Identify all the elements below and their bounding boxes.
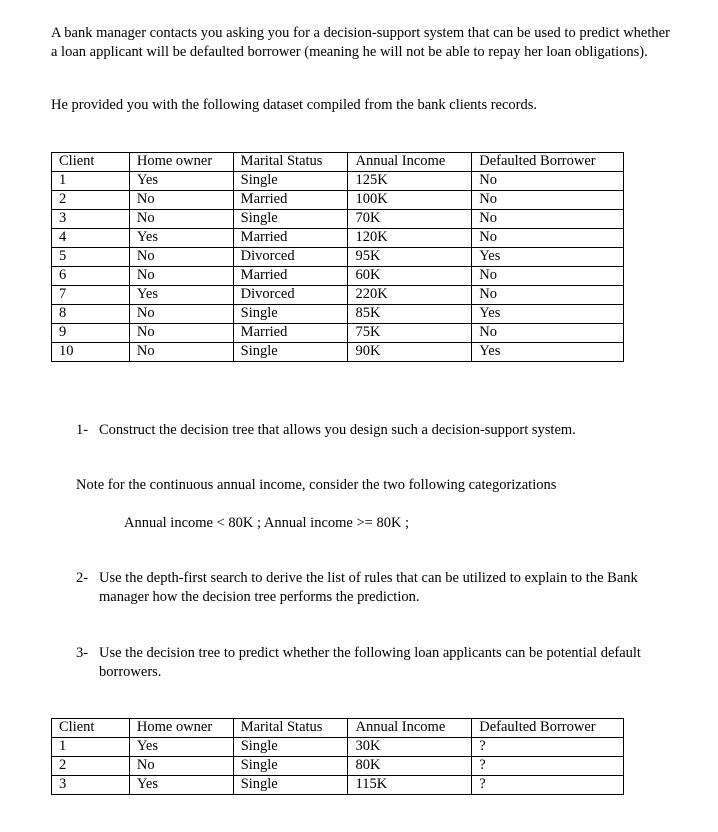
cell-marital-status: Single xyxy=(233,776,348,795)
cell-client: 8 xyxy=(52,305,130,324)
table-row xyxy=(52,738,624,757)
cell-marital-status: Single xyxy=(233,738,348,757)
question-2 xyxy=(76,569,676,607)
cell-annual-income: 120K xyxy=(348,229,472,248)
provided-paragraph: He provided you with the following dataset compiled from the bank clients records. xyxy=(51,97,538,113)
cell-marital-status: Married xyxy=(233,324,348,343)
cell-marital-status: Single xyxy=(233,343,348,362)
cell-home-owner: Yes xyxy=(129,286,233,305)
cell-defaulted-borrower: Yes xyxy=(472,305,624,324)
cell-client: 1 xyxy=(52,738,130,757)
cell-defaulted-borrower: ? xyxy=(472,757,624,776)
cell-client: 7 xyxy=(52,286,130,305)
cell-marital-status: Married xyxy=(233,267,348,286)
cell-client: 4 xyxy=(52,229,130,248)
header-annual-income: Annual Income xyxy=(348,153,472,172)
cell-annual-income: 30K xyxy=(348,738,472,757)
cell-defaulted-borrower: Yes xyxy=(472,343,624,362)
header-client: Client xyxy=(52,719,130,738)
cell-client: 9 xyxy=(52,324,130,343)
table-row xyxy=(52,267,624,286)
cell-marital-status: Single xyxy=(233,305,348,324)
header-marital-status: Marital Status xyxy=(233,153,348,172)
cell-marital-status: Divorced xyxy=(233,286,348,305)
cell-home-owner: Yes xyxy=(129,738,233,757)
cell-defaulted-borrower: No xyxy=(472,172,624,191)
cell-home-owner: No xyxy=(129,757,233,776)
cell-marital-status: Divorced xyxy=(233,248,348,267)
cell-annual-income: 125K xyxy=(348,172,472,191)
cell-marital-status: Single xyxy=(233,210,348,229)
cell-defaulted-borrower: ? xyxy=(472,738,624,757)
cell-home-owner: Yes xyxy=(129,229,233,248)
table-header-row xyxy=(52,719,624,738)
cell-home-owner: Yes xyxy=(129,172,233,191)
cell-annual-income: 115K xyxy=(348,776,472,795)
cell-home-owner: No xyxy=(129,191,233,210)
cell-home-owner: No xyxy=(129,343,233,362)
question-2-number: 2- xyxy=(76,570,89,586)
header-home-owner: Home owner xyxy=(129,719,233,738)
table-row xyxy=(52,210,624,229)
cell-annual-income: 220K xyxy=(348,286,472,305)
cell-home-owner: No xyxy=(129,248,233,267)
cell-annual-income: 85K xyxy=(348,305,472,324)
training-data-body xyxy=(52,172,624,362)
cell-marital-status: Single xyxy=(233,172,348,191)
header-defaulted-borrower: Defaulted Borrower xyxy=(472,719,624,738)
question-1-number: 1- xyxy=(76,422,89,438)
cell-annual-income: 60K xyxy=(348,267,472,286)
table-row xyxy=(52,757,624,776)
table-row xyxy=(52,229,624,248)
table-row xyxy=(52,248,624,267)
cell-defaulted-borrower: No xyxy=(472,191,624,210)
cell-client: 10 xyxy=(52,343,130,362)
cell-annual-income: 70K xyxy=(348,210,472,229)
cell-client: 3 xyxy=(52,776,130,795)
header-defaulted-borrower: Defaulted Borrower xyxy=(472,153,624,172)
table-row xyxy=(52,324,624,343)
cell-home-owner: No xyxy=(129,324,233,343)
cell-client: 2 xyxy=(52,757,130,776)
question-3-number: 3- xyxy=(76,645,89,661)
cell-annual-income: 80K xyxy=(348,757,472,776)
cell-home-owner: No xyxy=(129,305,233,324)
cell-client: 3 xyxy=(52,210,130,229)
cell-defaulted-borrower: No xyxy=(472,229,624,248)
cell-home-owner: No xyxy=(129,267,233,286)
header-home-owner: Home owner xyxy=(129,153,233,172)
question-1-text: Construct the decision tree that allows you design such a decision-support system. xyxy=(99,422,576,438)
cell-marital-status: Single xyxy=(233,757,348,776)
cell-annual-income: 100K xyxy=(348,191,472,210)
cell-annual-income: 95K xyxy=(348,248,472,267)
cell-client: 2 xyxy=(52,191,130,210)
cell-defaulted-borrower: Yes xyxy=(472,248,624,267)
cell-client: 6 xyxy=(52,267,130,286)
question-3-text: Use the decision tree to predict whether the following loan applicants can be potential default borrowers. xyxy=(99,645,641,680)
note-paragraph: Note for the continuous annual income, consider the two following categorizations xyxy=(76,477,557,493)
intro-paragraph: A bank manager contacts you asking you for a decision-support system that can be used to predict whether a loan applicant will be defaulted borrower (meaning he will not be able to repay her loan obligations). xyxy=(51,25,670,60)
cell-defaulted-borrower: No xyxy=(472,324,624,343)
cell-defaulted-borrower: No xyxy=(472,267,624,286)
question-1 xyxy=(76,421,696,440)
question-2-text: Use the depth-first search to derive the list of rules that can be utilized to explain to the Bank manager how the decision tree performs the prediction. xyxy=(99,570,638,605)
cell-marital-status: Married xyxy=(233,191,348,210)
question-3 xyxy=(76,644,676,682)
cell-defaulted-borrower: ? xyxy=(472,776,624,795)
table-row xyxy=(52,191,624,210)
header-annual-income: Annual Income xyxy=(348,719,472,738)
header-marital-status: Marital Status xyxy=(233,719,348,738)
cell-defaulted-borrower: No xyxy=(472,286,624,305)
cell-home-owner: Yes xyxy=(129,776,233,795)
categorizations-text: Annual income < 80K ; Annual income >= 80K ; xyxy=(124,515,410,531)
cell-home-owner: No xyxy=(129,210,233,229)
cell-annual-income: 75K xyxy=(348,324,472,343)
cell-marital-status: Married xyxy=(233,229,348,248)
header-client: Client xyxy=(52,153,130,172)
table-row xyxy=(52,172,624,191)
cell-annual-income: 90K xyxy=(348,343,472,362)
applicants-table xyxy=(51,718,624,795)
table-row xyxy=(52,776,624,795)
table-row xyxy=(52,305,624,324)
cell-defaulted-borrower: No xyxy=(472,210,624,229)
cell-client: 1 xyxy=(52,172,130,191)
applicants-body xyxy=(52,738,624,795)
table-header-row xyxy=(52,153,624,172)
table-row xyxy=(52,286,624,305)
table-row xyxy=(52,343,624,362)
cell-client: 5 xyxy=(52,248,130,267)
training-data-table xyxy=(51,152,624,362)
